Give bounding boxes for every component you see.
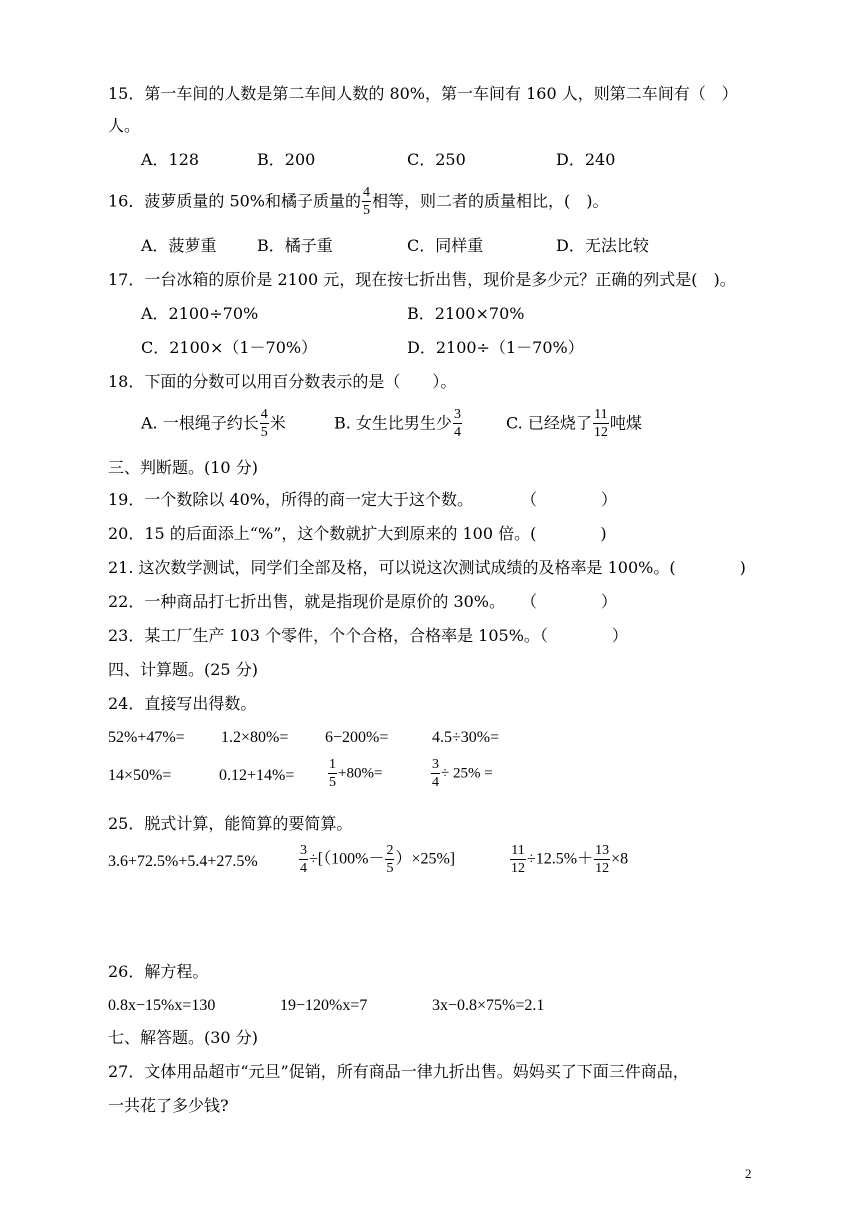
fraction: $\frac{11}{12}$: [511, 843, 525, 876]
q24-expr: 52%+47%=: [108, 729, 185, 746]
q15-option-d: D．240: [556, 150, 616, 169]
q24-expr: 4.5÷30%=: [432, 729, 500, 746]
q25-expr: $\frac{3}{4}$ ÷[（100%－ $\frac{2}{5}$ ）×25%]: [300, 843, 456, 876]
q18-option-b: B. 女生比男生少 $\frac{3}{4}$: [334, 407, 461, 440]
q22-text: 22．一种商品打七折出售，就是指现价是原价的 30%。 （ ）: [108, 592, 618, 611]
fraction: $\frac{4}{5}$: [260, 407, 268, 440]
fraction: $\frac{13}{12}$: [595, 843, 610, 876]
q26-equation: 0.8x−15%x=130: [108, 997, 216, 1014]
q24-expr: $\frac{3}{4}$ ÷ 25% =: [432, 757, 493, 790]
section-heading-judgment: 三、判断题。(10 分): [108, 458, 258, 477]
fraction: $\frac{3}{4}$: [432, 757, 439, 790]
q19-text: 19．一个数除以 40%，所得的商一定大于这个数。 （ ）: [108, 490, 618, 509]
q24-expr: $\frac{1}{5}$ +80%=: [329, 757, 383, 790]
fraction: $\frac{2}{5}$: [386, 843, 394, 876]
q16-option-d: D．无法比较: [556, 236, 649, 255]
q18-option-c: C. 已经烧了 $\frac{11}{12}$ 吨煤: [506, 407, 642, 440]
q17-option-d: D．2100÷（1－70%）: [407, 338, 584, 357]
q18-option-a: A. 一根绳子约长 $\frac{4}{5}$ 米: [141, 407, 286, 440]
q24-expr: 14×50%=: [108, 767, 172, 784]
q16-option-c: C．同样重: [407, 236, 484, 255]
q20-text: 20．15 的后面添上“%”，这个数就扩大到原来的 100 倍。( ): [108, 524, 607, 543]
q23-text: 23．某工厂生产 103 个零件，个个合格，合格率是 105%。（ ）: [108, 626, 628, 645]
q26-title: 26．解方程。: [108, 962, 209, 981]
q15-text: 15．第一车间的人数是第二车间人数的 80%，第一车间有 160 人，则第二车间有（ ）: [108, 84, 738, 103]
fraction: $\frac{11}{12}$: [593, 407, 608, 440]
q17-text: 17．一台冰箱的原价是 2100 元，现在按七折出售，现价是多少元？正确的列式是( )。: [108, 270, 736, 289]
q24-title: 24．直接写出得数。: [108, 694, 257, 713]
q16-option-a: A．菠萝重: [141, 236, 217, 255]
q16-text: 16．菠萝质量的 50%和橘子质量的 $\frac{4}{5}$ 相等，则二者的质量相比，( )。: [108, 185, 609, 218]
q27-text: 27．文体用品超市“元旦”促销，所有商品一律九折出售。妈妈买了下面三件商品，: [108, 1062, 689, 1081]
section-heading-calc: 四、计算题。(25 分): [108, 660, 258, 679]
q24-expr: 1.2×80%=: [221, 729, 289, 746]
q25-expr: $\frac{11}{12}$ ÷12.5%＋ $\frac{13}{12}$ ×8: [511, 843, 629, 876]
q17-option-c: C．2100×（1－70%）: [141, 338, 318, 357]
q26-equation: 19−120%x=7: [280, 997, 368, 1014]
section-heading-solve: 七、解答题。(30 分): [108, 1028, 258, 1047]
q25-expr: 3.6+72.5%+5.4+27.5%: [108, 853, 258, 870]
q16-option-b: B．橘子重: [257, 236, 333, 255]
q24-expr: 6−200%=: [325, 729, 389, 746]
q26-equation: 3x−0.8×75%=2.1: [432, 997, 545, 1014]
fraction: $\frac{4}{5}$: [363, 185, 371, 218]
q21-text: 21. 这次数学测试，同学们全部及格，可以说这次测试成绩的及格率是 100%。( ): [108, 558, 746, 577]
q15-text-cont: 人。: [108, 116, 141, 135]
fraction: $\frac{3}{4}$: [453, 407, 461, 440]
q17-option-b: B．2100×70%: [407, 304, 525, 323]
q18-text: 18．下面的分数可以用百分数表示的是（ ）。: [108, 372, 457, 391]
q27-text-cont: 一共花了多少钱?: [108, 1096, 229, 1115]
fraction: $\frac{3}{4}$: [300, 843, 307, 876]
q15-option-c: C．250: [407, 150, 466, 169]
q17-option-a: A．2100÷70%: [141, 304, 259, 323]
page-number: 2: [745, 1166, 752, 1181]
q15-option-b: B．200: [257, 150, 316, 169]
fraction: $\frac{1}{5}$: [329, 757, 336, 790]
q15-option-a: A．128: [141, 150, 200, 169]
q24-expr: 0.12+14%=: [219, 767, 295, 784]
q25-title: 25．脱式计算，能简算的要简算。: [108, 814, 353, 833]
